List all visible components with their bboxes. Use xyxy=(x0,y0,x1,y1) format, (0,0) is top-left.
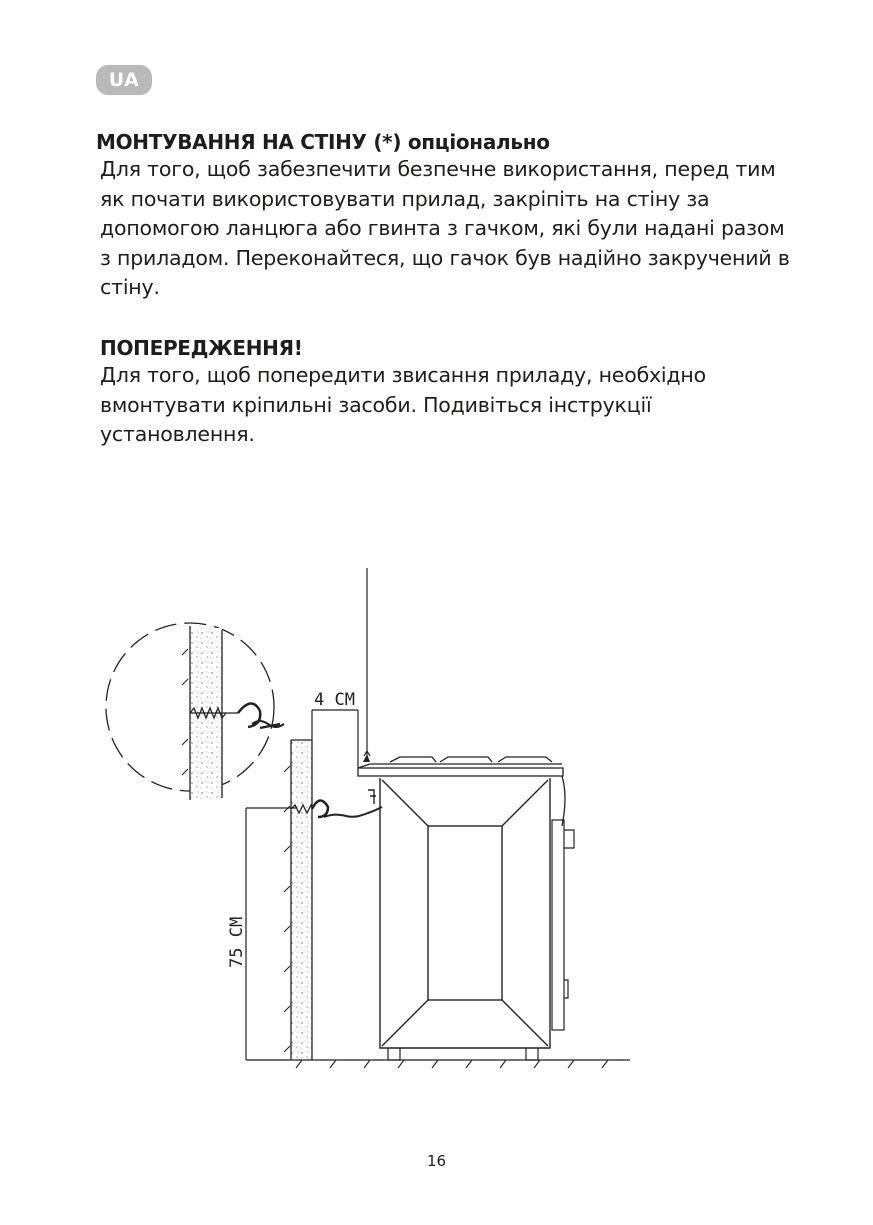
mounting-section xyxy=(96,129,800,303)
warning-text: Для того, щоб попередити звисання приладу, необхідно вмонтувати кріпильні засоби. Подивіться інструкції установлення. xyxy=(100,363,706,446)
dimension-75cm xyxy=(227,808,296,1060)
dimension-4cm xyxy=(312,690,358,768)
detail-magnifier xyxy=(106,623,284,800)
wall xyxy=(284,740,312,1060)
mounting-heading: МОНТУВАННЯ НА СТІНУ (*) опціонально xyxy=(96,130,550,154)
warning-section xyxy=(100,335,800,450)
height-label: 75 CM xyxy=(227,916,247,968)
mounting-text: Для того, щоб забезпечити безпечне використання, перед тим як почати використовувати прилад, закріпіть на стіну за допомогою ланцюга або гвинта з гачком, які були надані разом з приладом. Переконайтеся, що гачок був надійно закручений в стіну. xyxy=(100,157,790,299)
language-badge: UA xyxy=(96,65,152,95)
floor xyxy=(246,1060,630,1068)
stove xyxy=(358,751,574,1060)
wall-mounting-diagram xyxy=(100,560,640,1080)
gap-label: 4 CM xyxy=(314,690,355,710)
page-number: 16 xyxy=(426,1152,447,1170)
warning-heading: ПОПЕРЕДЖЕННЯ! xyxy=(100,336,303,360)
diagram-svg xyxy=(100,560,640,1080)
